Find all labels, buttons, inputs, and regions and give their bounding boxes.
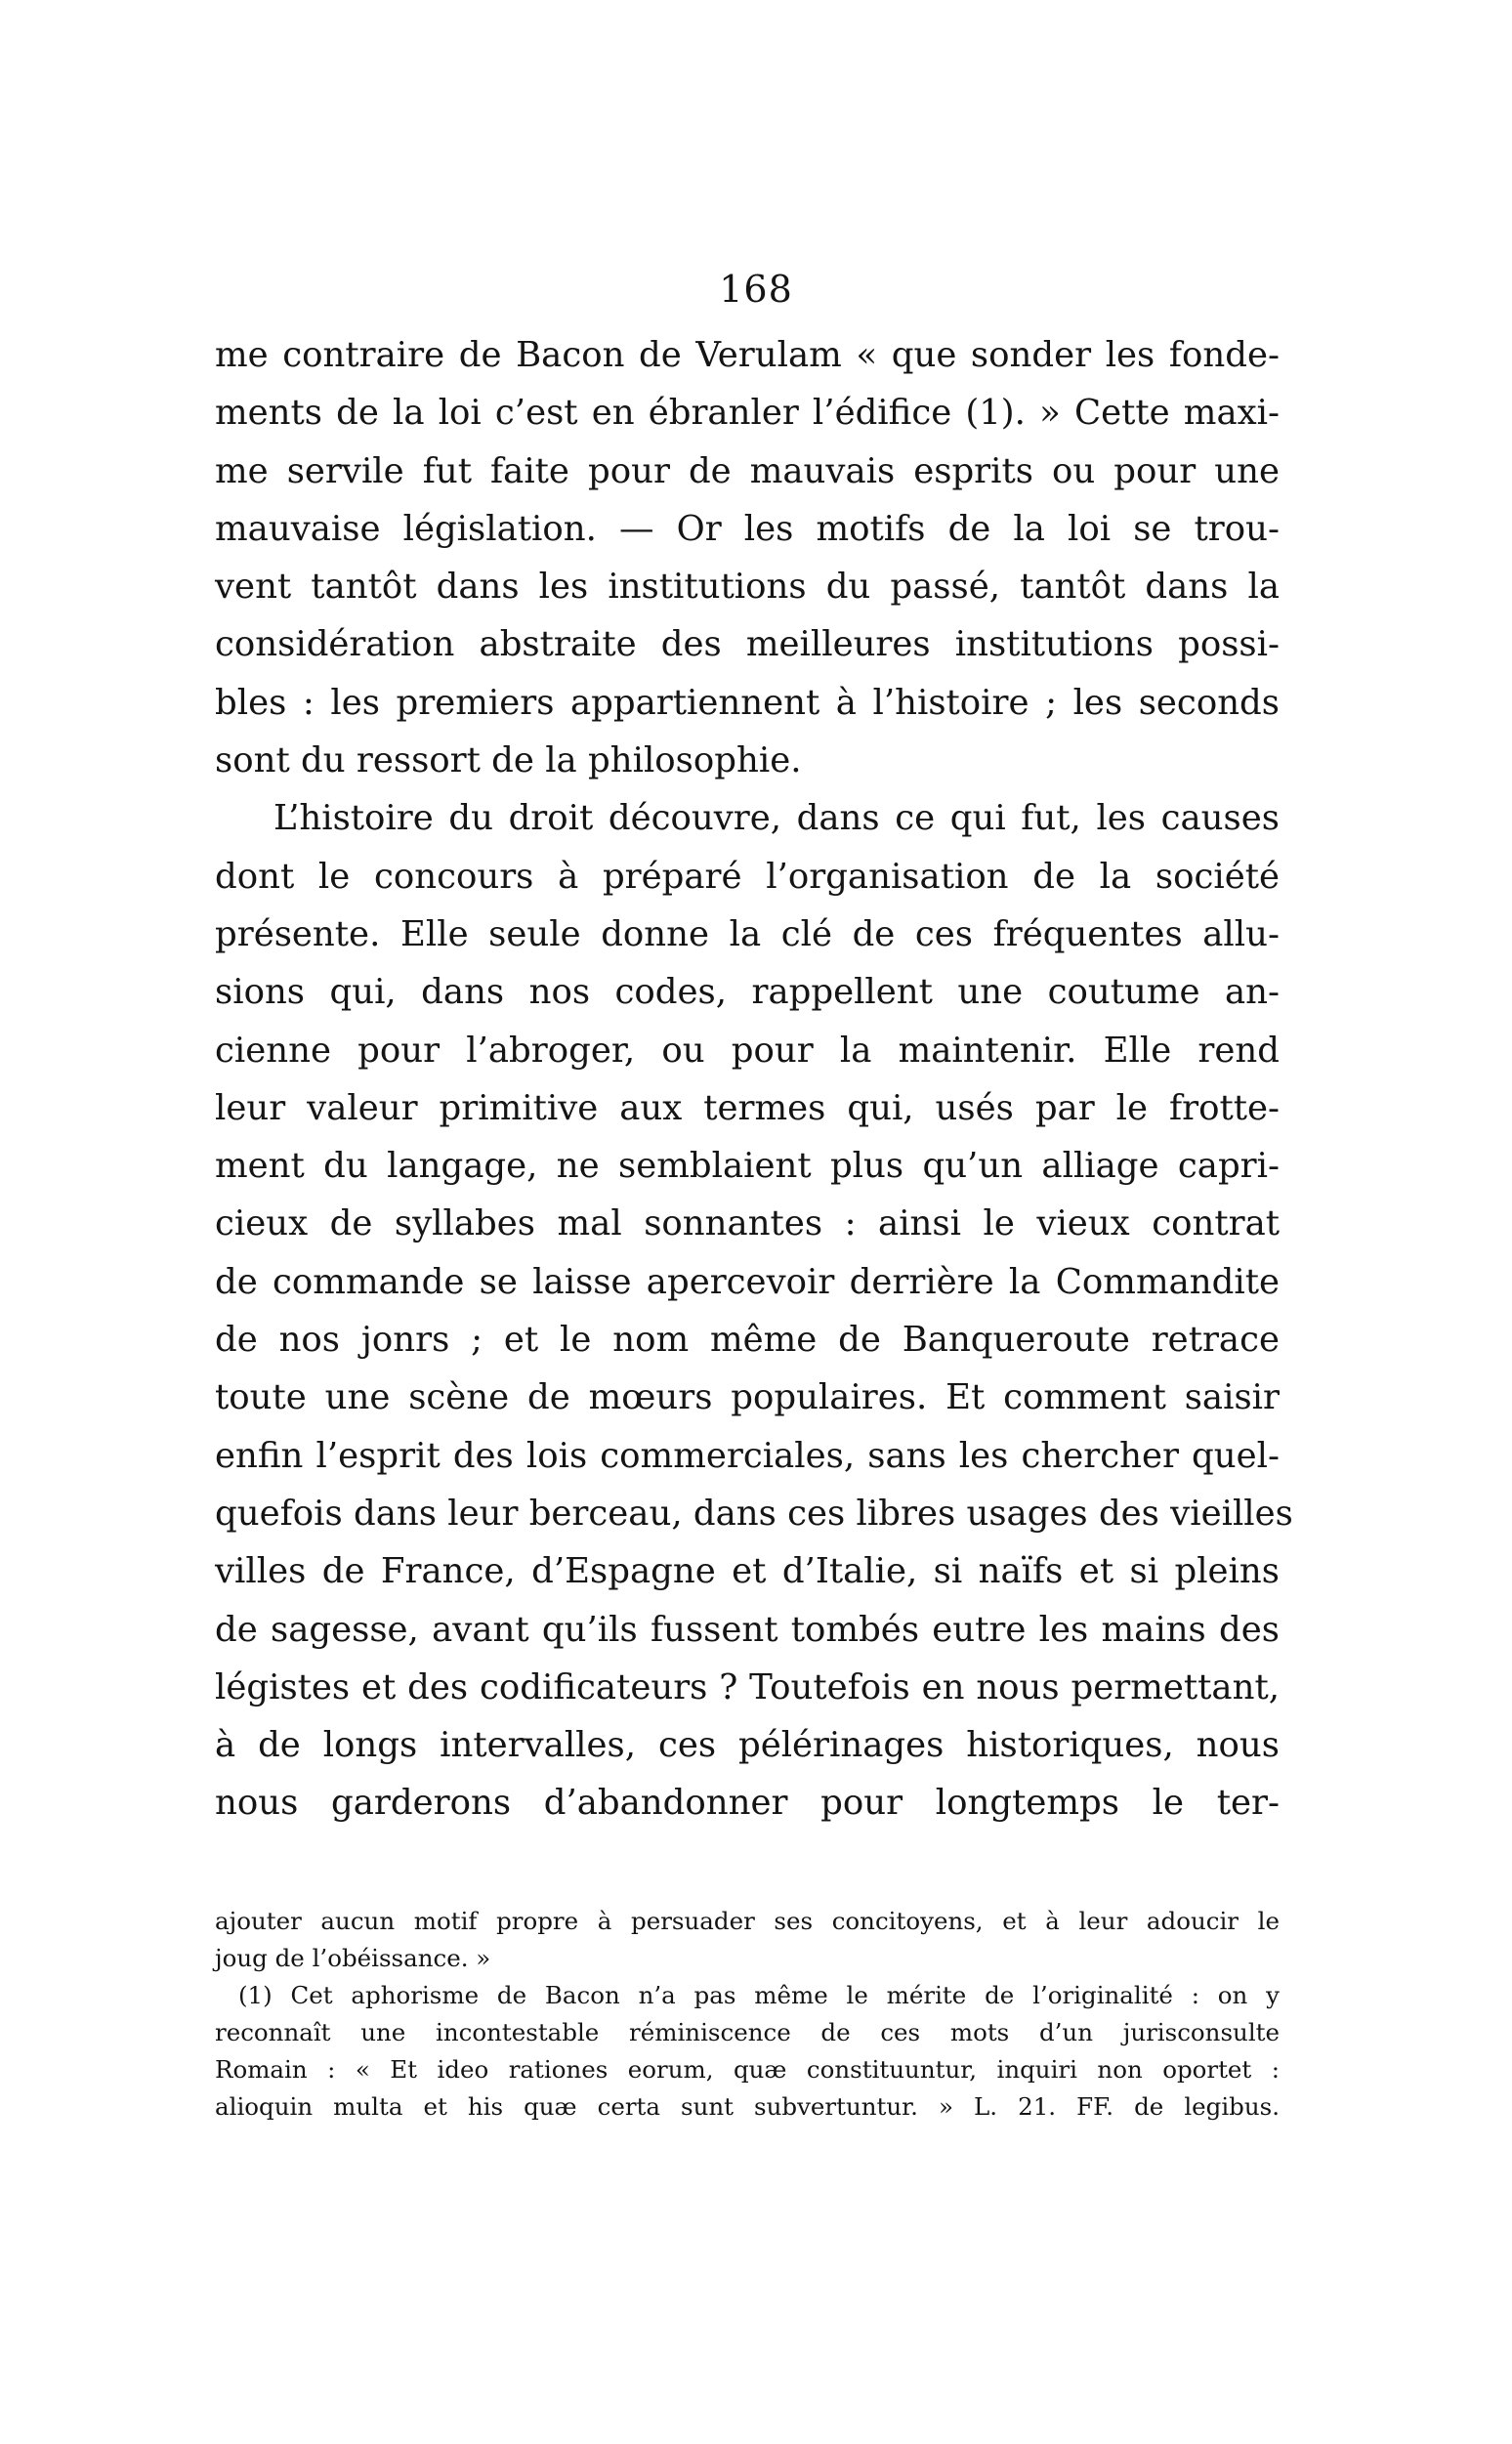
text-line: ment du langage, ne semblaient plus qu’un alliage capri- <box>215 1146 1280 1187</box>
text-line: de sagesse, avant qu’ils fussent tombés eutre les mains des <box>215 1609 1280 1650</box>
text-line: mauvaise législation. — Or les motifs de la loi se trou- <box>215 508 1280 549</box>
text-line: enfin l’esprit des lois commerciales, sans les chercher quel- <box>215 1435 1280 1476</box>
page-number: 168 <box>719 268 793 311</box>
main-text <box>215 326 1293 1833</box>
footnote-line: joug de l’obéissance. » <box>215 1944 491 1972</box>
text-line: légistes et des codificateurs ? Toutefois en nous permettant, <box>215 1666 1280 1707</box>
footnote-line: reconnaît une incontestable réminiscence de ces mots d’un jurisconsulte <box>215 2018 1280 2046</box>
text-line: sont du ressort de la philosophie. <box>215 740 802 781</box>
text-line: me servile fut faite pour de mauvais esprits ou pour une <box>215 450 1280 491</box>
text-line: dont le concours à préparé l’organisation de la société <box>215 856 1280 897</box>
text-line: quefois dans leur berceau, dans ces libres usages des vieilles <box>215 1493 1293 1534</box>
footnote-line: alioquin multa et his quæ certa sunt subvertuntur. » L. 21. FF. de legibus. <box>215 2092 1280 2121</box>
text-line: villes de France, d’Espagne et d’Italie, si naïfs et si pleins <box>215 1551 1280 1592</box>
text-line: leur valeur primitive aux termes qui, usés par le frotte- <box>215 1087 1280 1128</box>
text-line: cienne pour l’abroger, ou pour la maintenir. Elle rend <box>215 1030 1280 1071</box>
footnotes <box>215 1903 1280 2126</box>
footnote-line: (1) Cet aphorisme de Bacon n’a pas même le mérite de l’originalité : on y <box>238 1981 1280 2009</box>
text-line: de commande se laisse apercevoir derrière la Commandite <box>215 1261 1280 1302</box>
text-line: présente. Elle seule donne la clé de ces fréquentes allu- <box>215 913 1280 954</box>
text-line: sions qui, dans nos codes, rappellent une coutume an- <box>215 972 1280 1013</box>
text-line: nous garderons d’abandonner pour longtemps le ter- <box>215 1783 1280 1824</box>
text-line: ments de la loi c’est en ébranler l’édifice (1). » Cette maxi- <box>215 393 1280 434</box>
text-line: de nos jonrs ; et le nom même de Banqueroute retrace <box>215 1320 1280 1361</box>
text-line: à de longs intervalles, ces pélérinages historiques, nous <box>215 1725 1280 1766</box>
footnote-line: Romain : « Et ideo rationes eorum, quæ constituuntur, inquiri non oportet : <box>215 2055 1280 2084</box>
text-line: cieux de syllabes mal sonnantes : ainsi le vieux contrat <box>215 1203 1280 1244</box>
text-line: toute une scène de mœurs populaires. Et comment saisir <box>215 1377 1280 1418</box>
text-line: bles : les premiers appartiennent à l’histoire ; les seconds <box>215 682 1280 723</box>
text-line: vent tantôt dans les institutions du passé, tantôt dans la <box>215 567 1280 608</box>
text-line: considération abstraite des meilleures institutions possi- <box>215 624 1280 665</box>
text-line: L’histoire du droit découvre, dans ce qui fut, les causes <box>273 798 1280 839</box>
text-line: me contraire de Bacon de Verulam « que sonder les fonde- <box>215 335 1280 375</box>
footnote-line: ajouter aucun motif propre à persuader ses concitoyens, et à leur adoucir le <box>215 1907 1280 1935</box>
